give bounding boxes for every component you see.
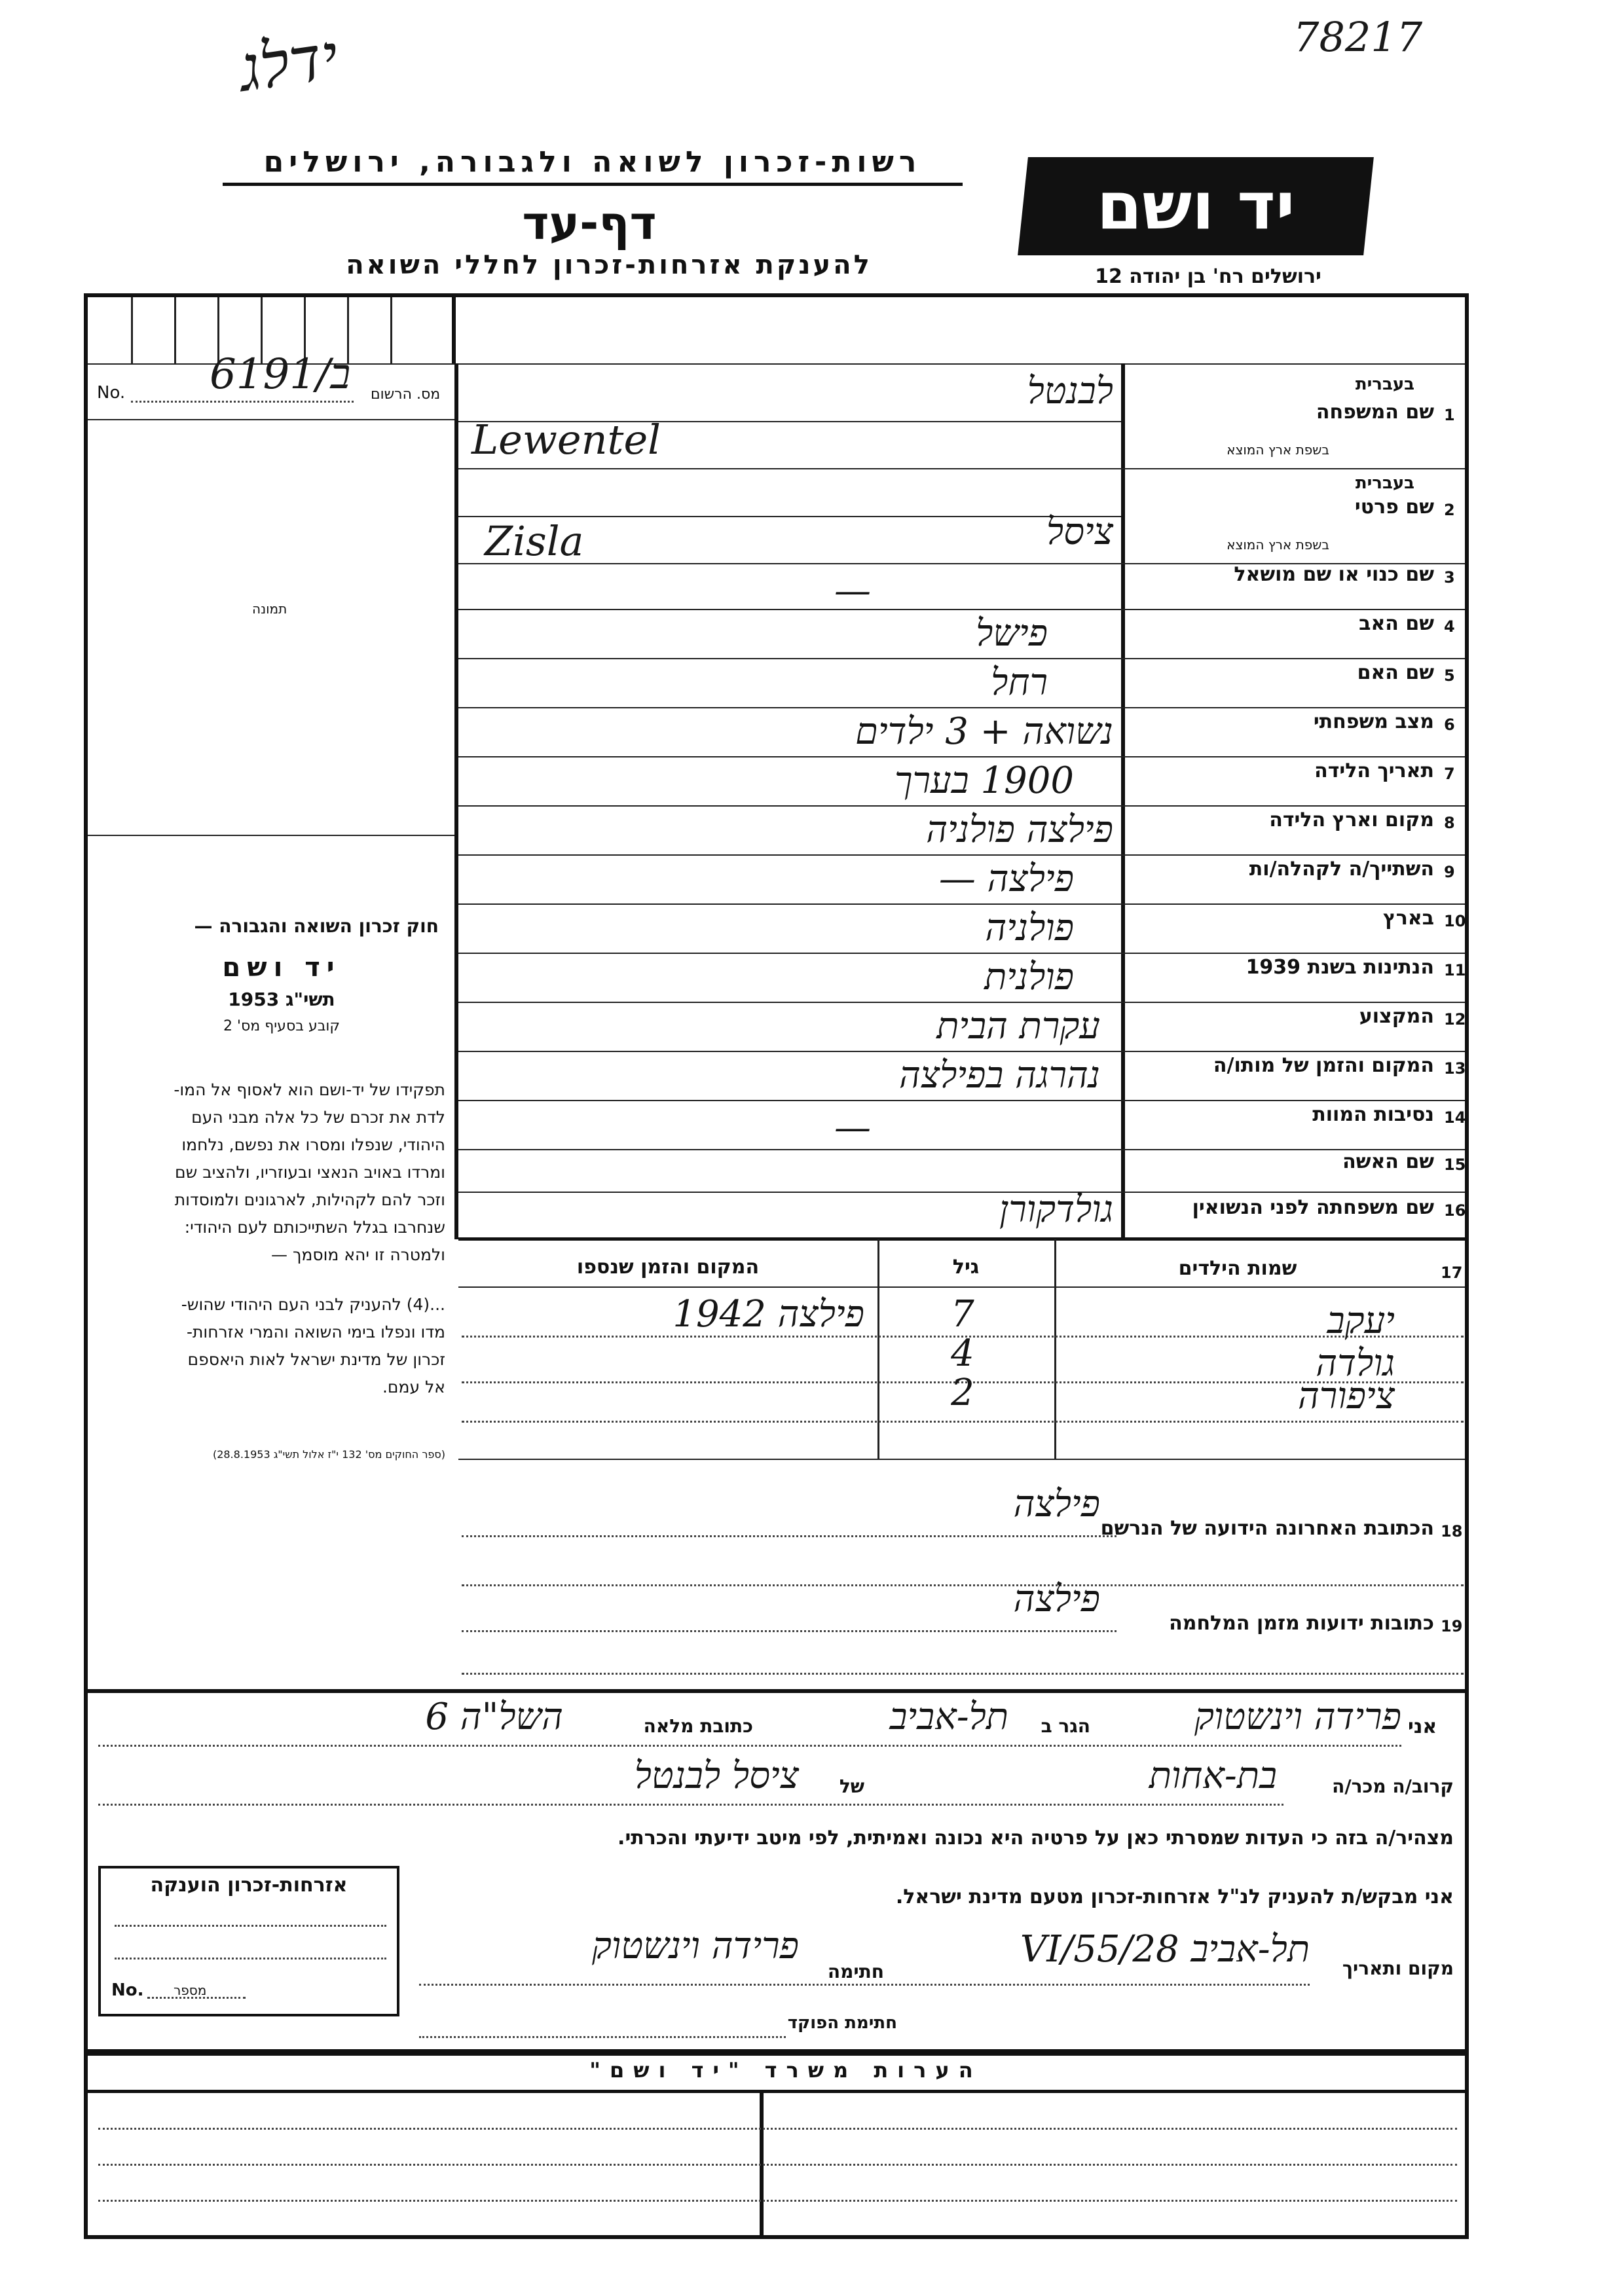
decl-signature-label: חתימה	[827, 1961, 884, 1982]
decl-dots-3	[419, 1984, 1310, 1986]
header-address: ירושלים רח' בן יהודה 12	[1095, 265, 1321, 288]
field-number: 13	[1444, 1059, 1466, 1078]
row-separator	[458, 854, 1465, 856]
registration-mas-label: מס. הרשום	[371, 386, 441, 403]
left-column-divider	[454, 363, 458, 1239]
field-label-death-circumstances: נסיבות המוות	[1312, 1103, 1434, 1126]
registration-number: 6191/ב	[210, 350, 351, 399]
law-body-line: וזכר להם לקהילות, לארגונים ולמוסדות	[174, 1190, 445, 1209]
field-label-family-name: שם המשפחה	[1316, 401, 1434, 424]
field-value-country: פולניה	[985, 907, 1074, 949]
decl-official-sig-label: חתימת הפוקד	[787, 2013, 897, 2033]
law-body-line: לדת את זכרם של כל אלה מבני העם	[191, 1108, 445, 1127]
row-separator	[458, 805, 1465, 807]
authority-line: רשות-זכרון לשואה ולגבורה, ירושלים	[223, 145, 963, 186]
field-label-country: בארץ	[1382, 907, 1434, 930]
row-separator	[458, 707, 1465, 708]
row-separator	[458, 1100, 1465, 1101]
field-number: 8	[1444, 814, 1455, 832]
field-sub-hebrew: בעברית	[1355, 473, 1414, 493]
decl-dots-2	[98, 1804, 1283, 1806]
field-sub-origin: בשפת ארץ המוצא	[1227, 537, 1329, 553]
field-number: 3	[1444, 568, 1455, 587]
row-separator	[458, 1459, 1465, 1460]
line-dots	[462, 1630, 1116, 1632]
photo-bottom-line	[88, 835, 454, 836]
decl-declarant-name: פרידה וינשטוק	[1194, 1696, 1401, 1738]
strip-cell-divider	[390, 297, 392, 363]
law-body-line: אל עמם.	[382, 1377, 445, 1396]
row-separator	[458, 658, 1465, 659]
law-body-line: שנחרבו בגלל השתייכותם לעם היהודי:	[184, 1218, 445, 1237]
form-subtitle: להענקת אזרחות-זכרון לחללי השואה	[346, 250, 872, 280]
field-number: 18	[1441, 1522, 1463, 1540]
citizenship-title: אזרחות-זכרון הוענקה	[150, 1874, 348, 1897]
field-value-marital-status: נשואה + 3 ילדים	[855, 710, 1113, 753]
law-clause: קובע בסעיף מס' 2	[223, 1018, 341, 1034]
row-separator	[458, 953, 1465, 954]
field-value-first-name-hebrew: ציסל	[1046, 511, 1113, 553]
photo-label: תמונה	[252, 601, 287, 617]
field-value-father-name: פישל	[976, 612, 1048, 655]
logo-text: יד ושם	[1096, 168, 1295, 244]
child-name: ציפורה	[1297, 1375, 1395, 1417]
decl-request: אני מבקש/ת להעניק לנ"ל אזרחות-זכרון מטעם מדינת ישראל.	[895, 1886, 1454, 1908]
field-value-last-address: פילצה	[1013, 1483, 1100, 1525]
decl-of-value: ציסל לבנטל	[634, 1755, 799, 1797]
field-value-maiden-name: גולדקורן	[999, 1188, 1113, 1231]
field-label-profession: המקצוע	[1359, 1005, 1434, 1028]
decl-address-value: השל"ה 6	[425, 1696, 563, 1738]
office-notes-dots	[98, 2200, 1457, 2202]
law-body-line: היהודי, שנפלו ומסרו את נפשם, נלחמו	[181, 1135, 445, 1154]
field-value-wartime-addresses: פילצה	[1013, 1578, 1100, 1620]
field-sub-origin: בשפת ארץ המוצא	[1227, 442, 1329, 458]
decl-dots-1	[98, 1745, 1401, 1747]
field-label-last-address: הכתובת האחרונה הידועה של הנרשם	[1100, 1517, 1434, 1540]
child-age: 2	[951, 1372, 974, 1414]
law-body-line: ומרדו באויב הנאצי ובעוזריו, ולהציב שם	[175, 1163, 445, 1182]
field-number: 7	[1444, 765, 1455, 783]
field-value-nickname: —	[834, 570, 871, 612]
strip-cell-divider	[131, 297, 133, 363]
field-value-profession: עקרת הבית	[936, 1005, 1100, 1048]
field-label-death-place-time: המקום והזמן של מותו/ה	[1213, 1054, 1434, 1077]
children-row-dots	[462, 1421, 1464, 1423]
strip-cell-divider	[174, 297, 176, 363]
field-number: 9	[1444, 863, 1455, 881]
field-value-first-name-latin: Zisla	[485, 517, 584, 565]
field-label-wife-name: שם האשה	[1342, 1150, 1434, 1173]
field-number: 14	[1444, 1108, 1466, 1127]
law-body-line: מדו ונפלו בימי השואה והמרי אזרחות-	[186, 1322, 445, 1341]
children-col-names: שמות הילדים	[1178, 1257, 1297, 1280]
law-citation: (ספר החוקים מס' 132 י"ז אלול תשי"ג 28.8.1953)	[212, 1448, 445, 1461]
registration-no-label: No.	[97, 383, 126, 403]
child-name: גולדה	[1316, 1342, 1395, 1385]
row-separator	[458, 609, 1465, 610]
field-number: 4	[1444, 617, 1455, 636]
children-col-divider	[1054, 1239, 1056, 1459]
registration-dots	[131, 401, 354, 403]
law-title: חוק זכרון השואה והגבורה —	[194, 915, 439, 937]
field-label-mother-name: שם האם	[1357, 661, 1434, 684]
field-value-family-name-hebrew: לבנטל	[1027, 370, 1113, 412]
label-column-divider	[1121, 363, 1125, 1237]
field-value-community: פילצה —	[938, 858, 1074, 900]
children-col-divider	[877, 1239, 879, 1459]
children-header-line	[458, 1286, 1465, 1288]
field-value-birth-place: פילצה פולניה	[926, 809, 1113, 851]
child-name: יעקב	[1327, 1300, 1395, 1342]
decl-signature-value: פרידה וינשטוק	[591, 1925, 799, 1967]
decl-of-label: של	[839, 1776, 864, 1797]
decl-address-label: כתובת מלאה	[643, 1715, 753, 1737]
citizenship-number-label: מספר	[174, 1982, 207, 1998]
field-label-birth-date: תאריך הלידה	[1314, 759, 1434, 782]
law-body-line: זכרון של מדינת ישראל לאות היאספם	[187, 1350, 445, 1369]
law-body-line: ...(4) להעניק לבני העם היהודי שהוש-	[181, 1295, 445, 1314]
row-separator	[458, 468, 1465, 469]
field-label-community: השתייך/ה לקהלה/ות	[1249, 858, 1434, 881]
field-value-birth-date: 1900 בערך	[894, 759, 1074, 802]
field-label-birth-place: מקום וארץ הלידה	[1269, 809, 1434, 831]
row-separator	[458, 1051, 1465, 1052]
decl-statement: מצהיר/ה בזה כי העדות שמסרתי כאן על פרטיה היא נכונה ואמיתית, לפי מיטב ידיעתי והכרתי.	[618, 1827, 1454, 1850]
decl-place-date-label: מקום ותאריך	[1342, 1958, 1454, 1979]
field-value-death-place-time: נהרגה בפילצה	[899, 1054, 1100, 1097]
decl-relation-value: בת-אחות	[1149, 1755, 1277, 1797]
field-number: 6	[1444, 716, 1455, 734]
row-separator	[458, 1002, 1465, 1003]
line-dots	[462, 1673, 1464, 1675]
row-separator	[458, 756, 1465, 757]
office-notes-header-line	[88, 2090, 1465, 2093]
field-value-citizenship-1939: פולנית	[984, 956, 1074, 998]
decl-city: תל-אביב	[889, 1696, 1008, 1738]
field-label-marital-status: מצב משפחתי	[1313, 710, 1434, 733]
field-number: 17	[1441, 1264, 1463, 1282]
field-label-citizenship-1939: הנתינות בשנת 1939	[1246, 956, 1434, 979]
decl-relation-label: קרוב/ה מכר/ה	[1332, 1776, 1454, 1797]
field-label-first-name: שם פרטי	[1354, 496, 1434, 519]
decl-prefix: אני	[1408, 1715, 1437, 1738]
yad-vashem-logo	[1018, 157, 1374, 255]
field-number: 1	[1444, 406, 1455, 424]
row-separator-bold	[458, 1237, 1465, 1241]
child-age: 7	[951, 1293, 974, 1336]
field-label-father-name: שם האב	[1359, 612, 1434, 635]
field-label-maiden-name: שם משפחתה לפני הנשואין	[1192, 1196, 1434, 1219]
field-value-mother-name: רחל	[991, 661, 1048, 704]
office-notes-dots	[98, 2128, 1457, 2130]
field-number: 12	[1444, 1010, 1466, 1029]
office-notes-dots	[98, 2164, 1457, 2166]
law-body-line: תפקידו של יד-ושם הוא לאסוף אל המו-	[174, 1080, 445, 1099]
children-col-place: המקום והזמן שנספו	[576, 1256, 760, 1279]
decl-dots-4	[419, 2036, 786, 2038]
decl-resides-label: הגר ב	[1041, 1715, 1090, 1737]
field-value-death-circumstances: —	[834, 1106, 871, 1149]
office-notes-title: הערות משרד "יד ושם"	[589, 2058, 982, 2083]
field-number: 15	[1444, 1156, 1466, 1174]
field-sub-hebrew: בעברית	[1355, 374, 1414, 394]
field-number: 2	[1444, 501, 1455, 519]
law-year: תשי"ג 1953	[228, 989, 335, 1010]
form-title: דף-עד	[522, 196, 657, 250]
field-label-nickname: שם כנוי או שם מושאל	[1234, 563, 1434, 586]
field-number: 10	[1444, 912, 1466, 930]
field-number: 5	[1444, 666, 1455, 685]
margin-note: ידלג	[234, 20, 343, 106]
decl-place-date-value: תל-אביב 28/VI/55	[1020, 1928, 1310, 1971]
field-number: 19	[1441, 1617, 1463, 1635]
child-age: 4	[951, 1332, 974, 1375]
field-value-family-name-latin: Lewentel	[471, 416, 661, 464]
citizenship-dots	[115, 1925, 386, 1927]
children-col-age: גיל	[952, 1256, 980, 1279]
row-separator	[458, 903, 1465, 905]
children-place-value: פילצה 1942	[673, 1293, 864, 1336]
archive-number: 78217	[1293, 13, 1423, 61]
line-dots	[462, 1535, 1116, 1537]
strip-divider	[452, 297, 456, 363]
registration-line	[88, 419, 454, 420]
citizenship-dots	[115, 1958, 386, 1959]
law-body-line: ולמטרה זו יהא מוסמך —	[271, 1245, 445, 1264]
field-label-wartime-addresses: כתובות ידועות מזמן המלחמה	[1169, 1612, 1434, 1635]
citizenship-no-label: No.	[111, 1980, 144, 2000]
field-number: 11	[1444, 961, 1466, 979]
field-number: 16	[1444, 1201, 1466, 1220]
law-name: יד ושם	[222, 953, 341, 983]
